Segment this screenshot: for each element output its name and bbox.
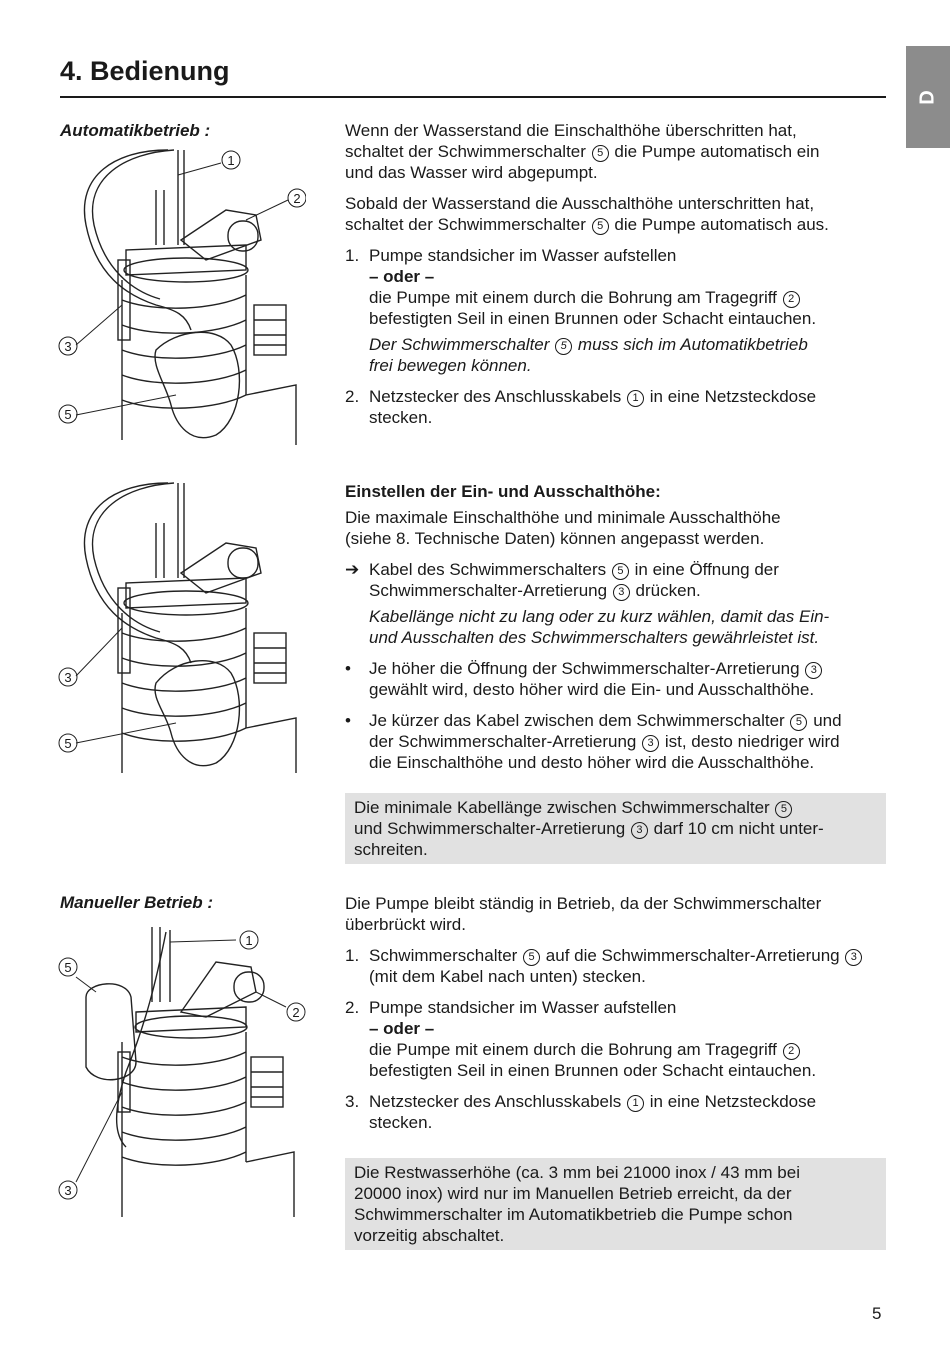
list-item: 2. Pumpe standsicher im Wasser aufstellen – oder – die Pumpe mit einem durch die Bohrung am Tragegriff 2 befestigten Seil in einen Brunnen oder Schacht eintauchen.	[345, 998, 817, 1080]
list-item: • Je höher die Öffnung der Schwimmerschalter-Arretierung 3 gewählt wird, desto höher wird die Ein- und Ausschalthöhe.	[345, 658, 890, 700]
list-item: ➔ Kabel des Schwimmerschalters 5 in eine Öffnung der Schwimmerschalter-Arretierung 3 drücken. Kabellänge nicht zu lang oder zu kurz wählen, damit das Ein- und Ausschalten des Schwimmerschalters gewährleistet ist.	[345, 560, 830, 647]
list-item: • Je kürzer das Kabel zwischen dem Schwimmerschalter 5 und der Schwimmerschalter-Arretierung 3 ist, desto niedriger wird die Einschalthöhe und desto höher wird die Ausschalthöhe.	[345, 711, 842, 772]
auto-text-block: Wenn der Wasserstand die Einschalthöhe überschritten hat, schaltet der Schwimmerschalter 5 die Pumpe automatisch ein und das Wasser wird abgepumpt. Sobald der Wasserstand die Ausschalthöhe unterschritten hat, schaltet der Schwimmerschalter 5 die Pumpe automatisch aus. 1. Pumpe standsicher im Wasser aufstellen – oder – die Pumpe mit einem durch die Bohrung am Tragegriff 2 befestigten Seil in einen Brunnen oder Schacht eintauchen. Der Schwimmerschalter 5 muss sich im Automatikbetrieb frei bewegen können. 2. Netzstecker des Anschlusskabels 1 in eine Netzsteckdose stecken.	[345, 120, 890, 428]
list-item: 2. Netzstecker des Anschlusskabels 1 in eine Netzsteckdose stecken.	[345, 387, 817, 427]
ref-circle-2: 2	[783, 291, 800, 308]
list-item: 1. Pumpe standsicher im Wasser aufstellen – oder – die Pumpe mit einem durch die Bohrung am Tragegriff 2 befestigten Seil in einen Brunnen oder Schacht eintauchen. Der Schwimmerschalter 5 muss sich im Automatikbetrieb frei bewegen können.	[345, 246, 817, 375]
ref-circle-5: 5	[775, 801, 792, 818]
language-tab	[906, 46, 950, 148]
ref-circle-2: 2	[783, 1043, 800, 1060]
figure-pump-manual	[56, 922, 306, 1222]
ref-circle-5: 5	[592, 145, 609, 162]
ref-circle-3: 3	[805, 662, 822, 679]
fig1-callout-5: 5	[64, 407, 72, 422]
fig3-callout-5: 5	[64, 960, 72, 975]
figure-pump-adjust	[56, 478, 306, 778]
ref-circle-5: 5	[592, 218, 609, 235]
adjust-text-block: Einstellen der Ein- und Ausschalthöhe: Die maximale Einschalthöhe und minimale Ausschalthöhe (siehe 8. Technische Daten) können angepasst werden. ➔ Kabel des Schwimmerschalters 5 in eine Öffnung der Schwimmerschalter-Arretierung 3 drücken. Kabellänge nicht zu lang oder zu kurz wählen, damit das Ein- und Ausschalten des Schwimmerschalters gewährleistet ist. • Je höher die Öffnung der Schwimmerschalter-Arretierung 3 gewählt wird, desto höher wird die Ein- und Ausschalthöhe. • Je kürzer das Kabel zwischen dem Schwimmerschalter 5 und der Schwimmerschalter-Arretierung 3 ist, desto niedriger wird die Einschalthöhe und desto höher wird die Ausschalthöhe.	[345, 481, 890, 773]
ref-circle-3: 3	[631, 822, 648, 839]
page-number: 5	[872, 1304, 882, 1323]
fig3-callout-3: 3	[64, 1183, 72, 1198]
language-tab-label: D	[916, 90, 939, 105]
section-heading-manual: Manueller Betrieb :	[60, 893, 214, 912]
ref-circle-1: 1	[627, 390, 644, 407]
ref-circle-3: 3	[845, 949, 862, 966]
ref-circle-5: 5	[523, 949, 540, 966]
ref-circle-1: 1	[627, 1095, 644, 1112]
fig1-callout-2: 2	[293, 191, 301, 206]
ref-circle-5: 5	[790, 714, 807, 731]
title-rule	[60, 96, 886, 98]
note-residual-water: Die Restwasserhöhe (ca. 3 mm bei 21000 inox / 43 mm bei 20000 inox) wird nur im Manuellen Betrieb erreicht, da der Schwimmerschalter im Automatikbetrieb die Pumpe schon vorzeitig abschaltet.	[345, 1158, 886, 1250]
fig2-callout-3: 3	[64, 670, 72, 685]
note-min-cable-length: Die minimale Kabellänge zwischen Schwimmerschalter 5 und Schwimmerschalter-Arretierung 3 darf 10 cm nicht unter- schreiten.	[345, 793, 886, 864]
ref-circle-5: 5	[612, 563, 629, 580]
fig2-callout-5: 5	[64, 736, 72, 751]
fig3-callout-2: 2	[292, 1005, 300, 1020]
adjust-heading: Einstellen der Ein- und Ausschalthöhe:	[345, 482, 661, 501]
list-item: 3. Netzstecker des Anschlusskabels 1 in eine Netzsteckdose stecken.	[345, 1092, 817, 1132]
fig3-callout-1: 1	[245, 933, 253, 948]
fig1-callout-3: 3	[64, 339, 72, 354]
manual-text-block: Die Pumpe bleibt ständig in Betrieb, da der Schwimmerschalter überbrückt wird. 1. Schwimmerschalter 5 auf die Schwimmerschalter-Arretierung 3 (mit dem Kabel nach unten) stecken. 2. Pumpe standsicher im Wasser aufstellen – oder – die Pumpe mit einem durch die Bohrung am Tragegriff 2 befestigten Seil in einen Brunnen oder Schacht eintauchen. 3. Netzstecker des Anschlusskabels 1 in eine Netzsteckdose stecken.	[345, 893, 890, 1133]
section-heading-auto: Automatikbetrieb :	[60, 121, 211, 140]
fig1-callout-1: 1	[227, 153, 235, 168]
list-item: 1. Schwimmerschalter 5 auf die Schwimmerschalter-Arretierung 3 (mit dem Kabel nach unten) stecken.	[345, 945, 890, 987]
ref-circle-3: 3	[613, 584, 630, 601]
ref-circle-5: 5	[555, 338, 572, 355]
page-title: 4. Bedienung	[60, 56, 230, 86]
figure-pump-automatic	[56, 145, 306, 445]
ref-circle-3: 3	[642, 735, 659, 752]
